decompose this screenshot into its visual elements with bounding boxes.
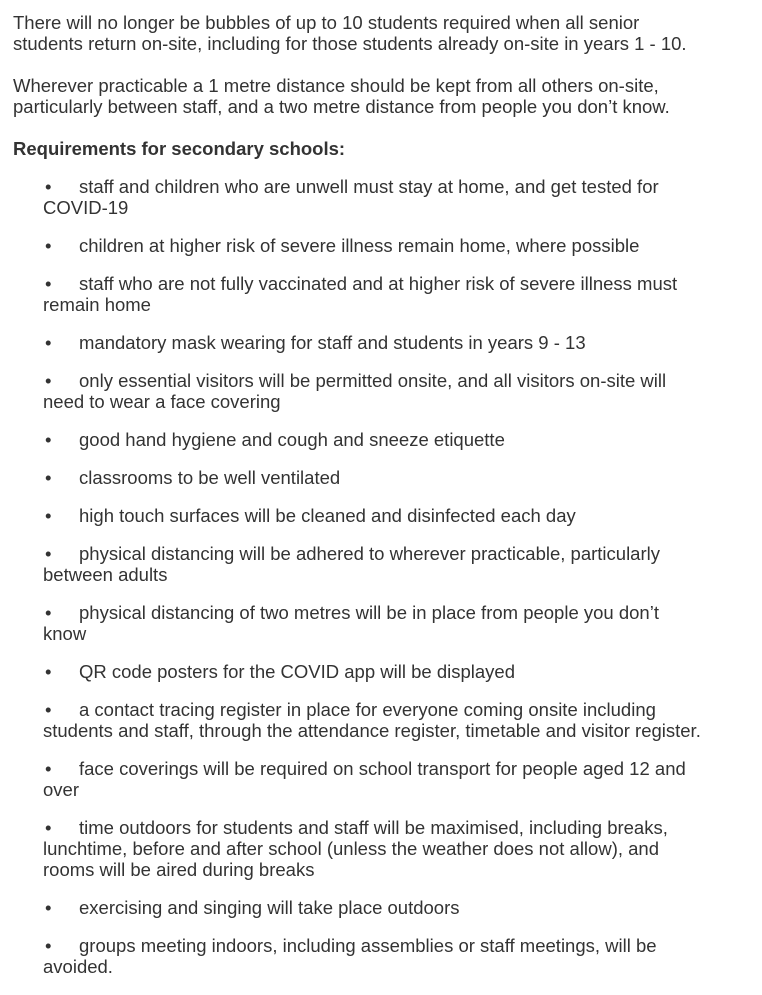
- list-item-text: only essential visitors will be permitted onsite, and all visitors on-site will need to wear a face covering: [43, 370, 667, 412]
- intro-paragraph-bubbles: There will no longer be bubbles of up to 10 students required when all senior students return on-site, including for those students already on-site in years 1 - 10.: [13, 12, 687, 54]
- list-item: [43, 273, 762, 315]
- list-item-text: face coverings will be required on school transport for people aged 12 and over: [43, 758, 686, 800]
- list-item: [43, 935, 762, 977]
- list-item-text: staff who are not fully vaccinated and at higher risk of severe illness must remain home: [43, 273, 678, 315]
- list-item-text: exercising and singing will take place outdoors: [79, 897, 460, 918]
- bullet-icon: •: [45, 602, 52, 623]
- list-item: [43, 661, 762, 682]
- list-item: [43, 817, 762, 880]
- list-item: [43, 758, 762, 800]
- list-item: [43, 235, 762, 256]
- bullet-icon: •: [45, 699, 52, 720]
- list-item: [43, 429, 762, 450]
- list-item: [43, 467, 762, 488]
- list-item-text: physical distancing of two metres will be in place from people you don’t know: [43, 602, 659, 644]
- list-item-text: a contact tracing register in place for everyone coming onsite including students and staff, through the attendance register, timetable and visitor register.: [43, 699, 701, 741]
- bullet-icon: •: [45, 758, 52, 779]
- bullet-icon: •: [45, 429, 52, 450]
- list-item-text: good hand hygiene and cough and sneeze etiquette: [79, 429, 505, 450]
- bullet-icon: •: [45, 505, 52, 526]
- list-item-text: high touch surfaces will be cleaned and disinfected each day: [79, 505, 576, 526]
- requirements-heading: Requirements for secondary schools:: [13, 138, 346, 159]
- list-item: [43, 602, 762, 644]
- bullet-icon: •: [45, 817, 52, 838]
- bullet-icon: •: [45, 661, 52, 682]
- intro-paragraph-distancing: Wherever practicable a 1 metre distance should be kept from all others on-site, particularly between staff, and a two metre distance from people you don’t know.: [13, 75, 670, 117]
- bullet-icon: •: [45, 176, 52, 197]
- list-item-text: time outdoors for students and staff will be maximised, including breaks, lunchtime, before and after school (unless the weather does not allow), and rooms will be aired during breaks: [43, 817, 668, 880]
- bullet-icon: •: [45, 273, 52, 294]
- list-item: [43, 370, 762, 412]
- list-item-text: groups meeting indoors, including assemblies or staff meetings, will be avoided.: [43, 935, 657, 977]
- list-item-text: QR code posters for the COVID app will be displayed: [79, 661, 515, 682]
- list-item-text: children at higher risk of severe illness remain home, where possible: [79, 235, 640, 256]
- list-item: [43, 505, 762, 526]
- list-item: [43, 543, 762, 585]
- list-item-text: classrooms to be well ventilated: [79, 467, 341, 488]
- bullet-icon: •: [45, 370, 52, 391]
- list-item: [43, 176, 762, 218]
- list-item: [43, 897, 762, 918]
- bullet-icon: •: [45, 332, 52, 353]
- list-item-text: physical distancing will be adhered to wherever practicable, particularly between adults: [43, 543, 660, 585]
- list-item: [43, 332, 762, 353]
- bullet-icon: •: [45, 543, 52, 564]
- bullet-icon: •: [45, 897, 52, 918]
- bullet-icon: •: [45, 935, 52, 956]
- requirements-list: [13, 176, 762, 977]
- bullet-icon: •: [45, 235, 52, 256]
- list-item-text: mandatory mask wearing for staff and students in years 9 - 13: [79, 332, 586, 353]
- list-item: [43, 699, 762, 741]
- bullet-icon: •: [45, 467, 52, 488]
- list-item-text: staff and children who are unwell must stay at home, and get tested for COVID-19: [43, 176, 659, 218]
